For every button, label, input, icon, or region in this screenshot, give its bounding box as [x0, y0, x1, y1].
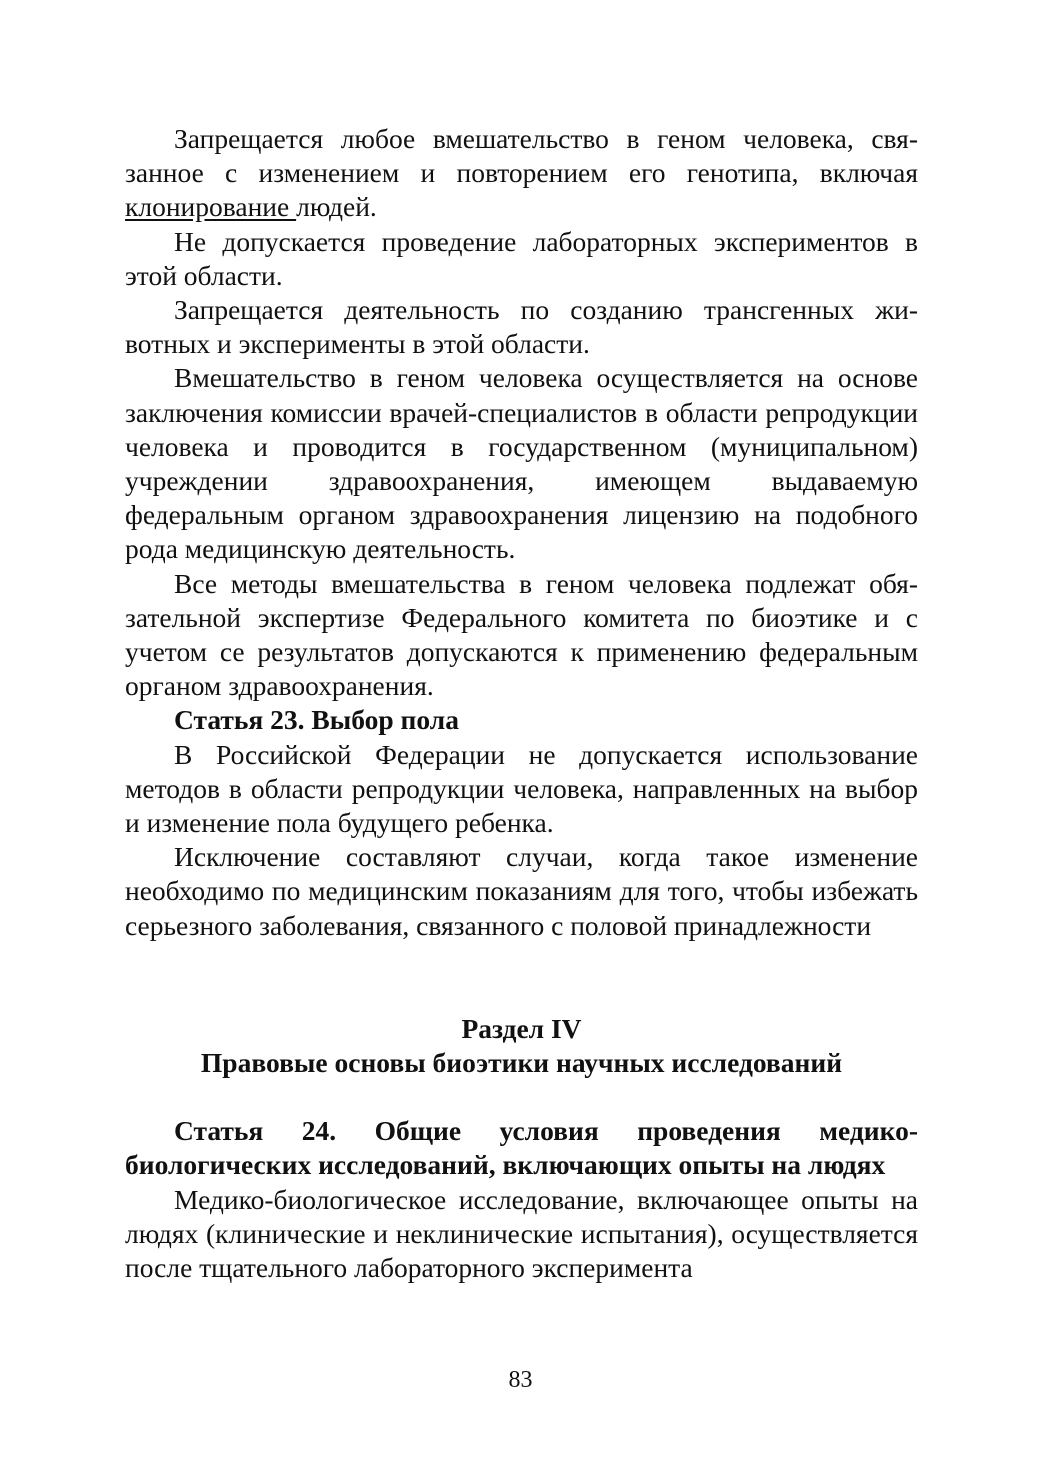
spacer [125, 943, 918, 1012]
article-24-title: Статья 24. Общие условия проведения медико-биологических исследований, включающих опыты на людях [125, 1115, 918, 1181]
paragraph-exceptions: Исключение составляют случаи, когда такое изменение необходимо по медицинским показаниям для того, чтобы избежать серьезного заболевания, связанного с половой принадлежности [125, 841, 918, 941]
paragraph-medical-research: Медико-биологическое исследование, включающее опыты на людях (клинические и неклинические испытания), осуществляется после тщательного лабораторного эксперимента [125, 1183, 918, 1284]
section-title: Раздел IV [461, 1012, 582, 1044]
section-subtitle: Правовые основы биоэтики научных исследований [200, 1047, 843, 1079]
underlined-term-cloning: клонирование [125, 191, 297, 223]
spacer [125, 1080, 918, 1114]
paragraph-expert-review: Все методы вмешательства в геном человека подлежат обязательной экспертизе Федерального комитета по биоэтике и с учетом се результатов допускаются к применению федеральным органом здравоохранения. [125, 567, 918, 702]
paragraph-text: Запрещается любое вмешательство в геном человека, связанное с изменением и повторением его генотипа, включая [125, 123, 918, 189]
page-number: 83 [508, 1367, 533, 1393]
paragraph-commission-conclusion: Вмешательство в геном человека осуществляется на основе заключения комиссии врачей-специалистов в области репродукции человека и проводится в государственном (муниципальном) учреждении здравоохранения, имеющем выдаваемую федеральным органом здравоохранения лицензию на подобного рода медицинскую деятельность. [125, 362, 918, 565]
paragraph-transgenic-animals: Запрещается деятельность по созданию трансгенных животных и эксперименты в этой области. [125, 294, 918, 360]
document-page [125, 122, 918, 1285]
paragraph-lab-experiments: Не допускается проведение лабораторных экспериментов в этой области. [125, 225, 918, 291]
paragraph-text: людей. [296, 191, 377, 223]
paragraph-sex-selection: В Российской Федерации не допускается использование методов в области репродукции человека, направленных на выбор и изменение пола будущего ребенка. [125, 738, 918, 839]
paragraph-genome-intervention [125, 122, 918, 225]
article-23-title: Статья 23. Выбор пола [174, 704, 459, 736]
